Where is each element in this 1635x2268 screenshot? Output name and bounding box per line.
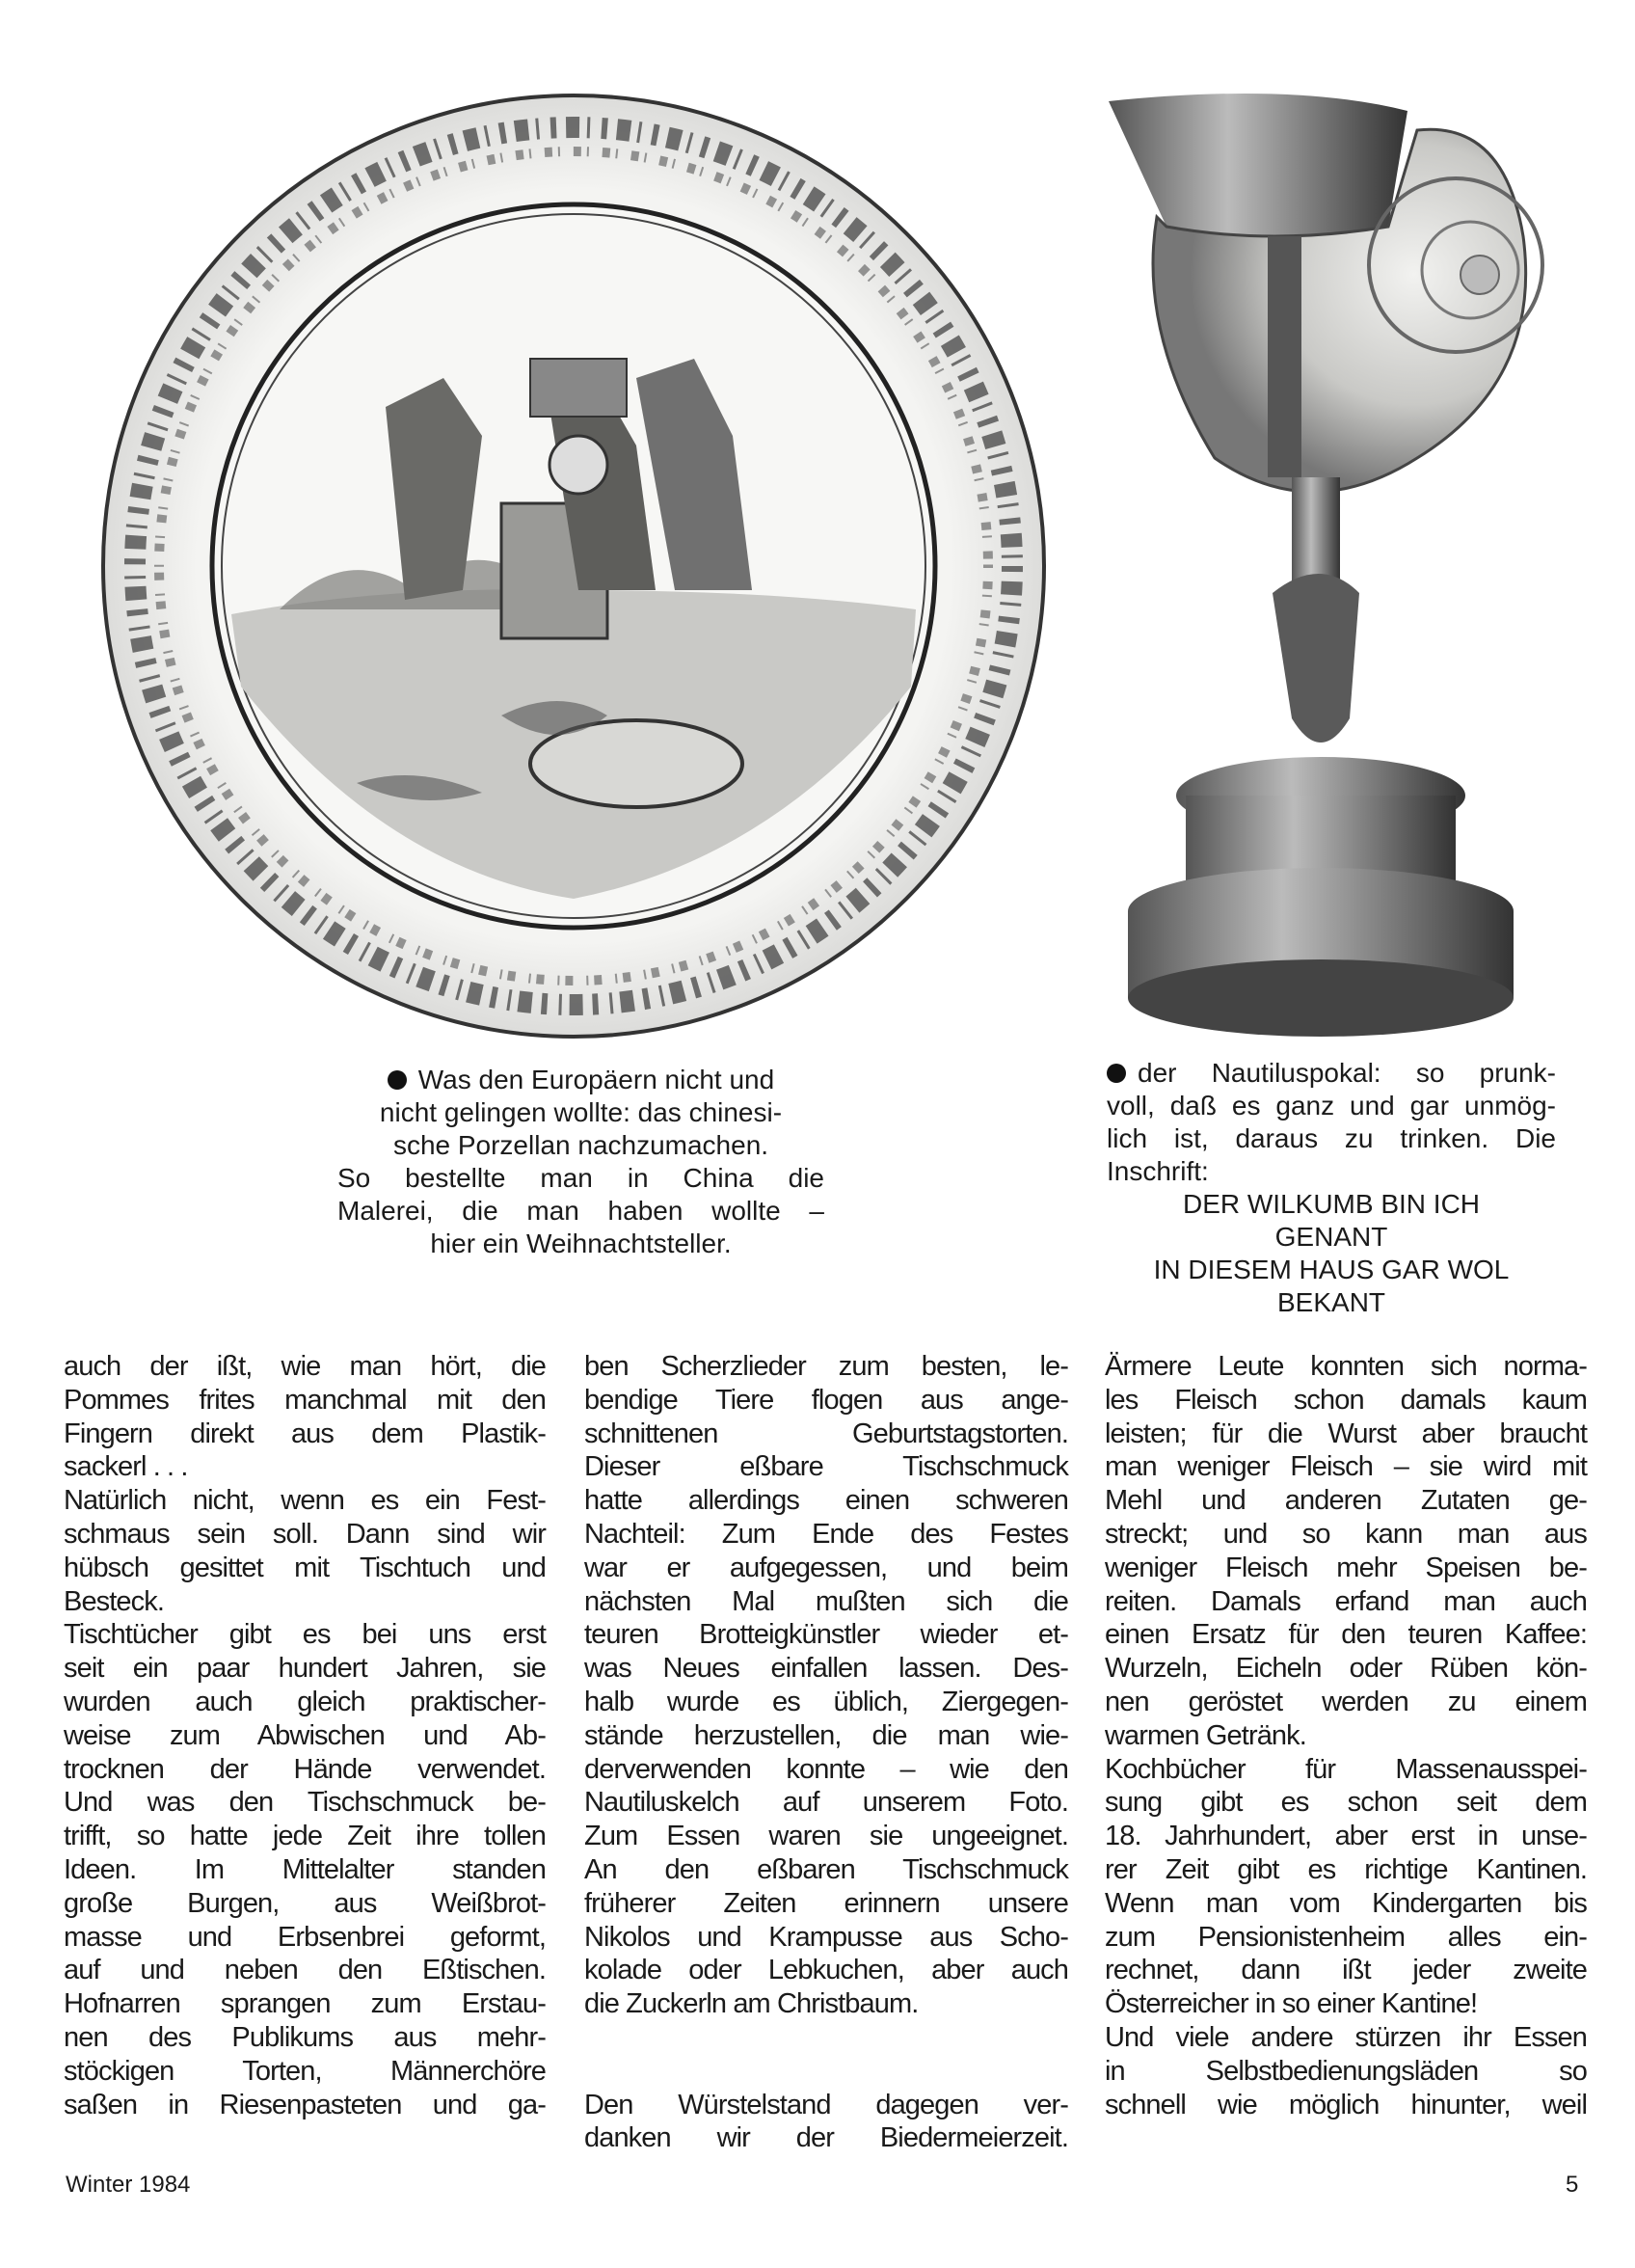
text-line: streckt; und so kann man aus xyxy=(1105,1518,1587,1550)
text-line: Besteck. xyxy=(64,1585,165,1617)
text-line: trocknen der Hände verwendet. xyxy=(64,1753,546,1785)
text-line: rer Zeit gibt es richtige Kantinen. xyxy=(1105,1853,1587,1885)
nautilus-goblet-image xyxy=(1099,92,1552,1046)
text-line: man weniger Fleisch – sie wird mit xyxy=(1105,1451,1587,1483)
caption-line: lich ist, daraus zu trinken. Die xyxy=(1107,1123,1556,1153)
text-line: rechnet, dann ißt jeder zweite xyxy=(1105,1955,1587,1986)
text-line: kolade oder Lebkuchen, aber auch xyxy=(584,1955,1068,1986)
text-line: seit ein paar hundert Jahren, sie xyxy=(64,1653,546,1685)
text-line: Nautiluskelch auf unserem Foto. xyxy=(584,1787,1068,1819)
text-line: danken wir der Biedermeierzeit. xyxy=(584,2122,1068,2154)
text-line: Pommes frites manchmal mit den xyxy=(64,1384,546,1416)
text-line: Tischtücher gibt es bei uns erst xyxy=(64,1619,546,1651)
text-line: Österreicher in so einer Kantine! xyxy=(1105,1988,1478,2020)
text-line: große Burgen, aus Weißbrot- xyxy=(64,1887,546,1919)
text-line: schnell wie möglich hinunter, weil xyxy=(1105,2089,1587,2120)
text-line: Kochbücher für Massenausspei- xyxy=(1105,1753,1587,1785)
text-line: nen geröstet werden zu einem xyxy=(1105,1686,1587,1717)
text-line: nächsten Mal mußten sich die xyxy=(584,1585,1068,1617)
text-line: sackerl . . . xyxy=(64,1451,188,1483)
text-line: Wenn man vom Kindergarten bis xyxy=(1105,1887,1587,1919)
text-line: zum Pensionistenheim alles ein- xyxy=(1105,1921,1587,1953)
text-line: Und was den Tischschmuck be- xyxy=(64,1787,546,1819)
article-column-1 xyxy=(64,1350,546,2121)
text-line: in Selbstbedienungsläden so xyxy=(1105,2055,1587,2087)
text-line: teuren Brotteigkünstler wieder et- xyxy=(584,1619,1068,1651)
caption-text: Was den Europäern nicht und xyxy=(417,1065,775,1094)
text-line: Fingern direkt aus dem Plastik- xyxy=(64,1418,546,1449)
text-line: saßen in Riesenpasteten und ga- xyxy=(64,2089,546,2120)
text-line: Und viele andere stürzen ihr Essen xyxy=(1105,2021,1587,2053)
text-line: masse und Erbsenbrei geformt, xyxy=(64,1921,546,1953)
text-line: weise zum Abwischen und Ab- xyxy=(64,1719,546,1751)
text-line: 18. Jahrhundert, aber erst in unse- xyxy=(1105,1821,1587,1852)
text-line: Ärmere Leute konnten sich norma- xyxy=(1105,1351,1587,1382)
text-line: Den Würstelstand dagegen ver- xyxy=(584,2089,1068,2120)
caption-line: So bestellte man in China die xyxy=(337,1163,824,1193)
text-line: warmen Getränk. xyxy=(1105,1719,1306,1751)
bullet-icon xyxy=(388,1070,407,1090)
text-line: sung gibt es schon seit dem xyxy=(1105,1787,1587,1819)
bullet-icon xyxy=(1107,1064,1126,1083)
text-line: weniger Fleisch mehr Speisen be- xyxy=(1105,1552,1587,1583)
text-line: einen Ersatz für den teuren Kaffee: xyxy=(1105,1619,1587,1651)
caption-line: Inschrift: xyxy=(1107,1156,1209,1186)
text-line: Wurzeln, Eicheln oder Rüben kön- xyxy=(1105,1653,1587,1685)
text-line: hatte allerdings einen schweren xyxy=(584,1485,1068,1517)
text-line: hübsch gesittet mit Tischtuch und xyxy=(64,1552,546,1583)
text-line: wurden auch gleich praktischer- xyxy=(64,1686,546,1717)
inscription-line: BEKANT xyxy=(1276,1287,1386,1317)
text-line: trifft, so hatte jede Zeit ihre tollen xyxy=(64,1821,546,1852)
text-line: schnittenen Geburtstagstorten. xyxy=(584,1418,1068,1449)
text-line: Zum Essen waren sie ungeeignet. xyxy=(584,1821,1068,1852)
text-line: Mehl und anderen Zutaten ge- xyxy=(1105,1485,1587,1517)
caption-line: nicht gelingen wollte: das chinesi- xyxy=(379,1097,783,1127)
text-line: auch der ißt, wie man hört, die xyxy=(64,1351,546,1382)
text-line: ben Scherzlieder zum besten, le- xyxy=(584,1351,1068,1382)
page-number: 5 xyxy=(1566,2172,1579,2198)
caption-line xyxy=(1107,1057,1556,1090)
text-line: die Zuckerln am Christbaum. xyxy=(584,1988,919,2020)
text-line: was Neues einfallen lassen. Des- xyxy=(584,1653,1068,1685)
text-line: bendige Tiere flogen aus ange- xyxy=(584,1384,1068,1416)
inscription-line: IN DIESEM HAUS GAR WOL xyxy=(1153,1255,1510,1284)
text-line: nen des Publikums aus mehr- xyxy=(64,2021,546,2053)
text-line: Ideen. Im Mittelalter standen xyxy=(64,1853,546,1885)
text-line: reiten. Damals erfand man auch xyxy=(1105,1585,1587,1617)
plate-caption xyxy=(337,1064,824,1260)
text-line: früherer Zeiten erinnern unsere xyxy=(584,1887,1068,1919)
inscription-line: GENANT xyxy=(1274,1222,1388,1252)
caption-text: der Nautiluspokal: so prunk- xyxy=(1138,1058,1556,1088)
goblet-caption xyxy=(1107,1057,1556,1319)
caption-line: hier ein Weihnachtsteller. xyxy=(430,1228,732,1258)
paragraph-gap xyxy=(584,2021,1068,2089)
text-line: An den eßbaren Tischschmuck xyxy=(584,1853,1068,1885)
text-line: schmaus sein soll. Dann sind wir xyxy=(64,1518,546,1550)
caption-line xyxy=(337,1064,824,1096)
text-line: halb wurde es üblich, Ziergegen- xyxy=(584,1686,1068,1717)
text-line: Nikolos und Krampusse aus Scho- xyxy=(584,1921,1068,1953)
text-line: Hofnarren sprangen zum Erstau- xyxy=(64,1988,546,2020)
text-line: Nachteil: Zum Ende des Festes xyxy=(584,1518,1068,1550)
text-line: leisten; für die Wurst aber braucht xyxy=(1105,1418,1587,1449)
text-line: Natürlich nicht, wenn es ein Fest- xyxy=(64,1485,546,1517)
text-line: auf und neben den Eßtischen. xyxy=(64,1955,546,1986)
text-line: derverwenden konnte – wie den xyxy=(584,1753,1068,1785)
inscription-line: DER WILKUMB BIN ICH xyxy=(1182,1189,1481,1219)
caption-line: voll, daß es ganz und gar unmög- xyxy=(1107,1091,1556,1120)
text-line: les Fleisch schon damals kaum xyxy=(1105,1384,1587,1416)
caption-line: sche Porzellan nachzumachen. xyxy=(392,1130,769,1160)
issue-label: Winter 1984 xyxy=(66,2172,191,2198)
text-line: stände herzustellen, die man wie- xyxy=(584,1719,1068,1751)
caption-line: Malerei, die man haben wollte – xyxy=(337,1196,824,1226)
text-line: stöckigen Torten, Männerchöre xyxy=(64,2055,546,2087)
article-column-2 xyxy=(584,1350,1068,2155)
porcelain-plate-image xyxy=(96,89,1051,1043)
text-line: war er aufgegessen, und beim xyxy=(584,1552,1068,1583)
article-column-3 xyxy=(1105,1350,1587,2121)
text-line: Dieser eßbare Tischschmuck xyxy=(584,1451,1068,1483)
